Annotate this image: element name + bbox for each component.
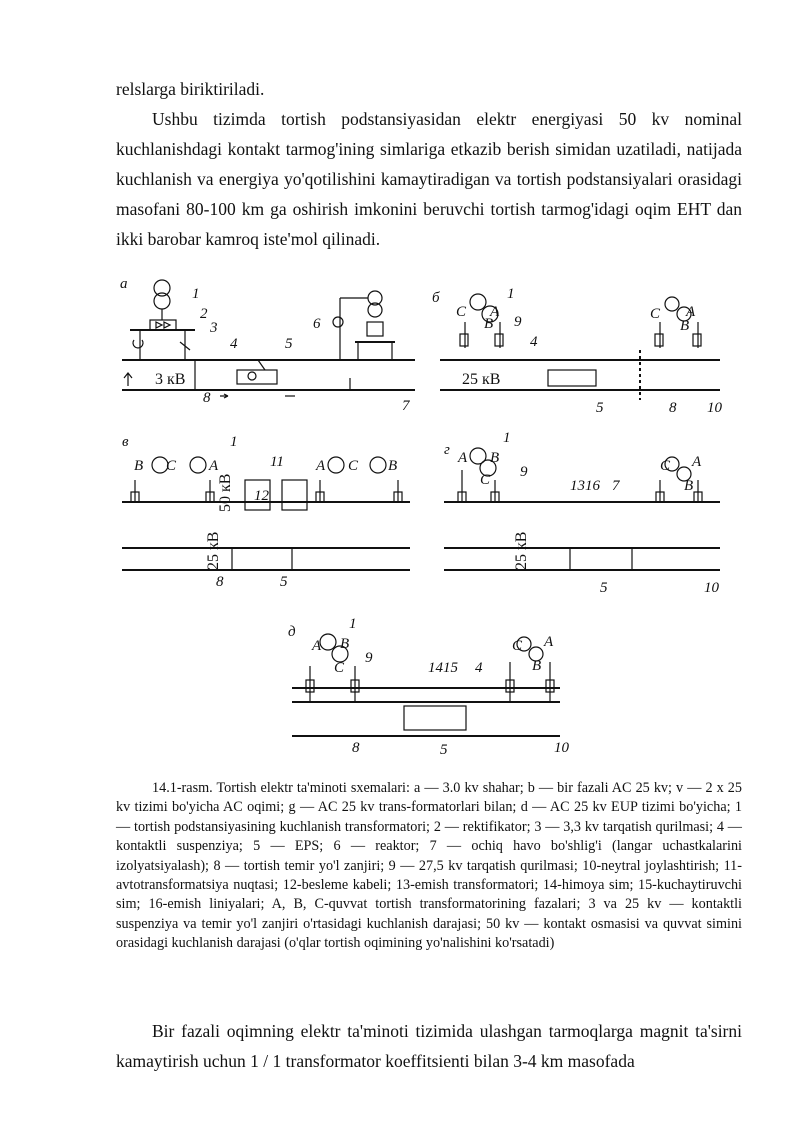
svg-text:7: 7 (612, 478, 620, 494)
svg-text:10: 10 (707, 400, 722, 416)
svg-text:9: 9 (520, 464, 528, 480)
panel-v-voltage-left: 25 кВ (205, 531, 222, 570)
svg-text:B: B (532, 658, 542, 674)
svg-text:1: 1 (230, 434, 238, 450)
paragraph-body: Ushbu tizimda tortish podstansiyasidan elektr energiyasi 50 kv nominal kuchlanishdagi kontakt tarmog'ining simlariga etkazib berish simidan uzatiladi, natijada kuchlanish va energiya yo'qotilishini kamaytiradigan va tortish podstansiyalari orasidagi masofani 80-100 km ga oshirish imkonini beruvchi tortish tarmog'idagi oqim EHT dan ikki barobar kamroq iste'mol qilinadi. (116, 109, 742, 249)
panel-b-voltage: 25 кВ (462, 371, 501, 388)
svg-text:1415: 1415 (428, 660, 458, 676)
panel-g-voltage: 25 кВ (513, 531, 530, 570)
panel-g (444, 430, 720, 596)
svg-text:9: 9 (365, 650, 373, 666)
panel-v (122, 434, 410, 590)
panel-b-letter: б (432, 290, 440, 306)
panel-a (120, 276, 415, 414)
panel-a-letter: a (120, 276, 128, 292)
svg-text:1: 1 (503, 430, 511, 446)
svg-text:A: A (490, 304, 500, 320)
svg-text:8: 8 (352, 740, 360, 756)
svg-text:5: 5 (285, 336, 293, 352)
svg-text:C: C (348, 458, 359, 474)
svg-text:12: 12 (254, 488, 269, 504)
svg-text:B: B (484, 316, 494, 332)
svg-text:B: B (684, 478, 694, 494)
svg-text:A: A (458, 450, 468, 466)
svg-text:8: 8 (669, 400, 677, 416)
figure-caption: 14.1-rasm. Tortish elektr ta'minoti sxemalari: a — 3.0 kv shahar; b — bir fazali AC 25 kv; v — 2 x 25 kv tizimi bo'yicha AC oqimi; g — AC 25 kv trans-formatorlari bilan; d — AC 25 kv EUP tizimi bo'yicha; 1 — tortish podstansiyasining kuchlanish transformatori; 2 — rektifikator; 3 — 3,3 kv tarqatish qurilmasi; 4 — kontaktli suspenziya; 5 — EPS; 6 — reaktor; 7 — ochiq havo bo'shlig'i (langar uchastkalarini izolyatsiyalash); 8 — tortish temir yo'l zanjiri; 9 — 27,5 kv tarqatish qurilmasi; 10-neytral joylashtirish; 11-avtotransformatsiya nuqtasi; 12-besleme kabeli; 13-emish transformatori; 14-himoya sim; 15-kuchaytiruvchi sim; 16-emish liniyalari; A, B, C-quvvat tortish transformatorining fazalari; 3 va 25 kv — kontaktli suspenziya va temir yo'l zanjiri o'rtasidagi kuchlanish darajasi; 50 kv — kontakt osmasisi va quvvat simini orasidagi kuchlanish darajasi (o'qlar tortish oqimining yo'nalishini ko'rsatadi) (116, 780, 742, 952)
panel-a-voltage: 3 кВ (155, 371, 186, 388)
svg-text:5: 5 (280, 574, 288, 590)
svg-text:9: 9 (514, 314, 522, 330)
svg-text:1316: 1316 (570, 478, 600, 494)
svg-text:C: C (166, 458, 177, 474)
svg-text:8: 8 (216, 574, 224, 590)
panel-v-voltage-top: 50 кВ (217, 473, 234, 512)
svg-text:7: 7 (402, 398, 410, 414)
svg-text:4: 4 (230, 336, 238, 352)
svg-text:1: 1 (349, 616, 357, 632)
paragraph-next: Bir fazali oqimning elektr ta'minoti tizimida ulashgan tarmoqlarga magnit ta'sirni kamaytirish uchun 1 / 1 transformator koeffitsienti bilan 3-4 km masofada (116, 1021, 742, 1071)
svg-text:B: B (490, 450, 500, 466)
panel-v-letter: в (122, 434, 129, 450)
svg-text:C: C (480, 472, 491, 488)
svg-text:4: 4 (475, 660, 483, 676)
svg-text:10: 10 (554, 740, 569, 756)
svg-text:B: B (340, 636, 350, 652)
svg-text:C: C (334, 660, 345, 676)
svg-text:5: 5 (600, 580, 608, 596)
svg-text:B: B (680, 318, 690, 334)
svg-text:11: 11 (270, 454, 284, 470)
svg-text:6: 6 (313, 316, 321, 332)
svg-text:10: 10 (704, 580, 719, 596)
svg-text:4: 4 (530, 334, 538, 350)
svg-text:A: A (692, 454, 702, 470)
svg-text:5: 5 (440, 742, 448, 758)
svg-text:8: 8 (203, 390, 211, 406)
svg-text:A: A (312, 638, 322, 654)
panel-d (288, 616, 570, 758)
svg-text:C: C (660, 458, 671, 474)
svg-text:A: A (544, 634, 554, 650)
panel-g-letter: г (444, 442, 450, 458)
svg-text:C: C (456, 304, 467, 320)
traction-power-supply-figure (0, 270, 800, 770)
svg-text:A: A (686, 304, 696, 320)
svg-text:A: A (209, 458, 219, 474)
svg-text:1: 1 (192, 286, 200, 302)
svg-text:C: C (650, 306, 661, 322)
panel-d-letter: д (288, 624, 296, 640)
svg-text:A: A (316, 458, 326, 474)
svg-text:C: C (512, 638, 523, 654)
svg-text:2: 2 (200, 306, 208, 322)
svg-text:B: B (388, 458, 398, 474)
svg-text:3: 3 (210, 320, 218, 336)
panel-b (432, 286, 723, 416)
svg-text:5: 5 (596, 400, 604, 416)
paragraph-continuation: relslarga biriktiriladi. (116, 79, 265, 99)
svg-text:1: 1 (507, 286, 515, 302)
svg-text:B: B (134, 458, 144, 474)
